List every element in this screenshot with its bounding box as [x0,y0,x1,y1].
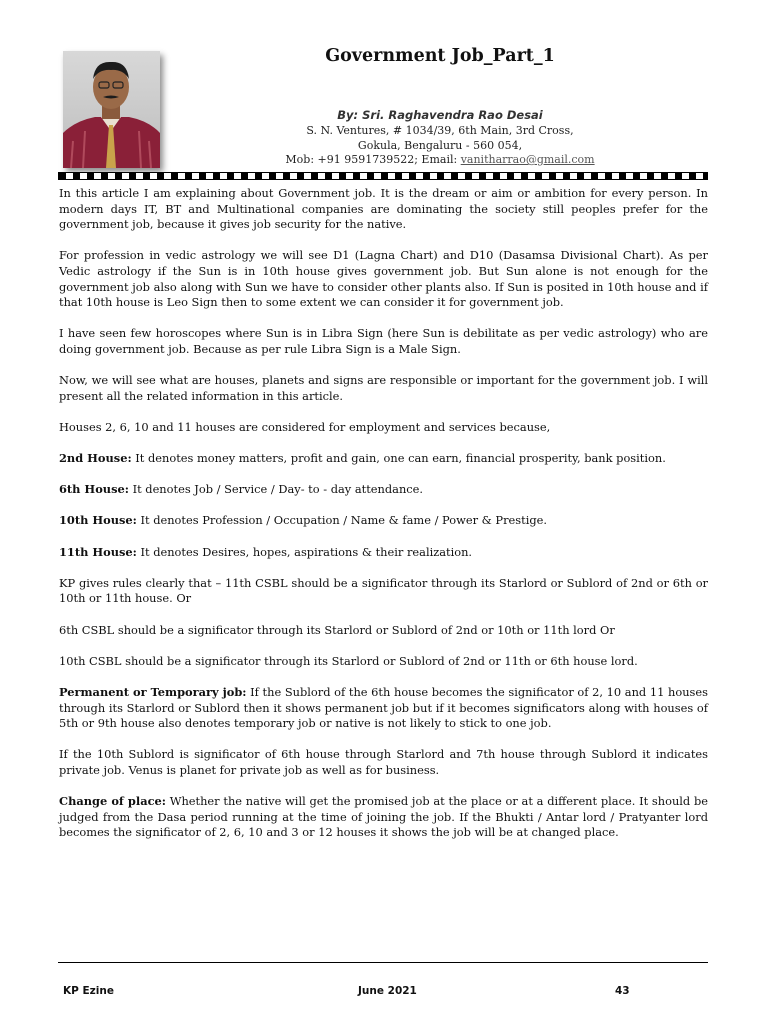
paragraph-lead: 6th House: [59,482,129,497]
paragraph-text: I have seen few horoscopes where Sun is in Libra Sign (here Sun is debilitate as per vedic astrology) who are doing government job. Because as per rule Libra Sign is a Male Sign. [59,326,708,356]
paragraph-text: It denotes money matters, profit and gain, one can earn, financial prosperity, bank position. [131,451,666,466]
paragraph [59,326,708,357]
paragraph [59,576,708,607]
address-line-2: Gokula, Bengaluru - 560 054, [357,139,523,152]
paragraph-lead: 11th House: [59,544,137,559]
paragraph-lead: 10th House: [59,513,137,528]
paragraph-text: In this article I am explaining about Government job. It is the dream or aim or ambition for every person. In modern days IT, BT and Multinational companies are dominating the society still peoples prefer for the government job, because it gives job security for the native. [59,186,708,232]
address-line-1: S. N. Ventures, # 1034/39, 6th Main, 3rd Cross, [306,124,574,137]
footer-date: June 2021 [358,985,417,997]
paragraph [59,623,708,639]
checkered-divider [58,172,708,180]
paragraph-text: If the 10th Sublord is significator of 6th house through Starlord and 7th house through Sublord it indicates private job. Venus is planet for private job as well as for business. [59,747,708,777]
contact-line [230,153,650,166]
author-portrait-image [63,51,160,168]
paragraph-text: 6th CSBL should be a significator through its Starlord or Sublord of 2nd or 10th or 11th lord Or [59,622,615,637]
paragraph-text: For profession in vedic astrology we will see D1 (Lagna Chart) and D10 (Dasamsa Divisional Chart). As per Vedic astrology if the Sun is in 10th house gives government job. But Sun alone is not enough for the government job also along with Sun we have to consider other plants also. If Sun is posited in 10th house and if that 10th house is Leo Sign then to some extent we can consider it for government job. [59,248,708,310]
paragraph [59,420,708,436]
paragraph [59,373,708,404]
paragraph-lead: Permanent or Temporary job: [59,685,247,699]
article-title: Government Job_Part_1 [325,46,555,66]
paragraph [59,248,708,310]
paragraph-10th-house [59,513,708,529]
paragraph [59,186,708,233]
paragraph-text: 10th CSBL should be a significator through its Starlord or Sublord of 2nd or 11th or 6th house lord. [59,653,638,668]
paragraph-text: Houses 2, 6, 10 and 11 houses are considered for employment and services because, [59,419,551,434]
paragraph-text: Whether the native will get the promised job at the place or at a different place. It should be judged from the Dasa period running at the time of joining the job. If the Bhukti / Antar lord / Pratyanter lord becomes the significator of 2, 6, 10 and 3 or 12 houses it shows the job will be at changed place. [59,794,708,840]
footer-publication: KP Ezine [63,985,114,997]
email-link[interactable]: vanitharrao@gmail.com [460,153,595,166]
paragraph [59,654,708,670]
paragraph-text: Now, we will see what are houses, planets and signs are responsible or important for the government job. I will present all the related information in this article. [59,373,708,403]
paragraph-text: It denotes Desires, hopes, aspirations & their realization. [136,544,473,559]
paragraph-lead: Change of place: [59,794,166,809]
contact-prefix: Mob: +91 9591739522; Email: [285,153,461,166]
paragraph-text: It denotes Profession / Occupation / Name & fame / Power & Prestige. [136,513,547,528]
paragraph-lead: 2nd House: [59,451,132,466]
author-photo [63,51,160,168]
paragraph-text: If the Sublord of the 6th house becomes the significator of 2, 10 and 11 houses through its Starlord or Sublord then it shows permanent job but if it becomes significators along with houses of 5th or 9th house also denotes temporary job or native is not likely to stick to one job. [59,685,708,731]
paragraph-text: It denotes Job / Service / Day- to - day attendance. [128,482,424,497]
footer-page-number: 43 [615,985,630,997]
paragraph-permanent-temporary [59,685,708,732]
author-byline: By: Sri. Raghavendra Rao Desai [337,108,543,122]
article-body [59,186,708,857]
paragraph-6th-house [59,482,708,498]
footer-divider [58,962,708,963]
paragraph-change-of-place [59,794,708,841]
paragraph [59,747,708,778]
paragraph-11th-house [59,545,708,561]
paragraph-2nd-house [59,451,708,467]
paragraph-text: KP gives rules clearly that – 11th CSBL should be a significator through its Starlord or Sublord of 2nd or 6th or 10th or 11th house. Or [59,575,708,606]
